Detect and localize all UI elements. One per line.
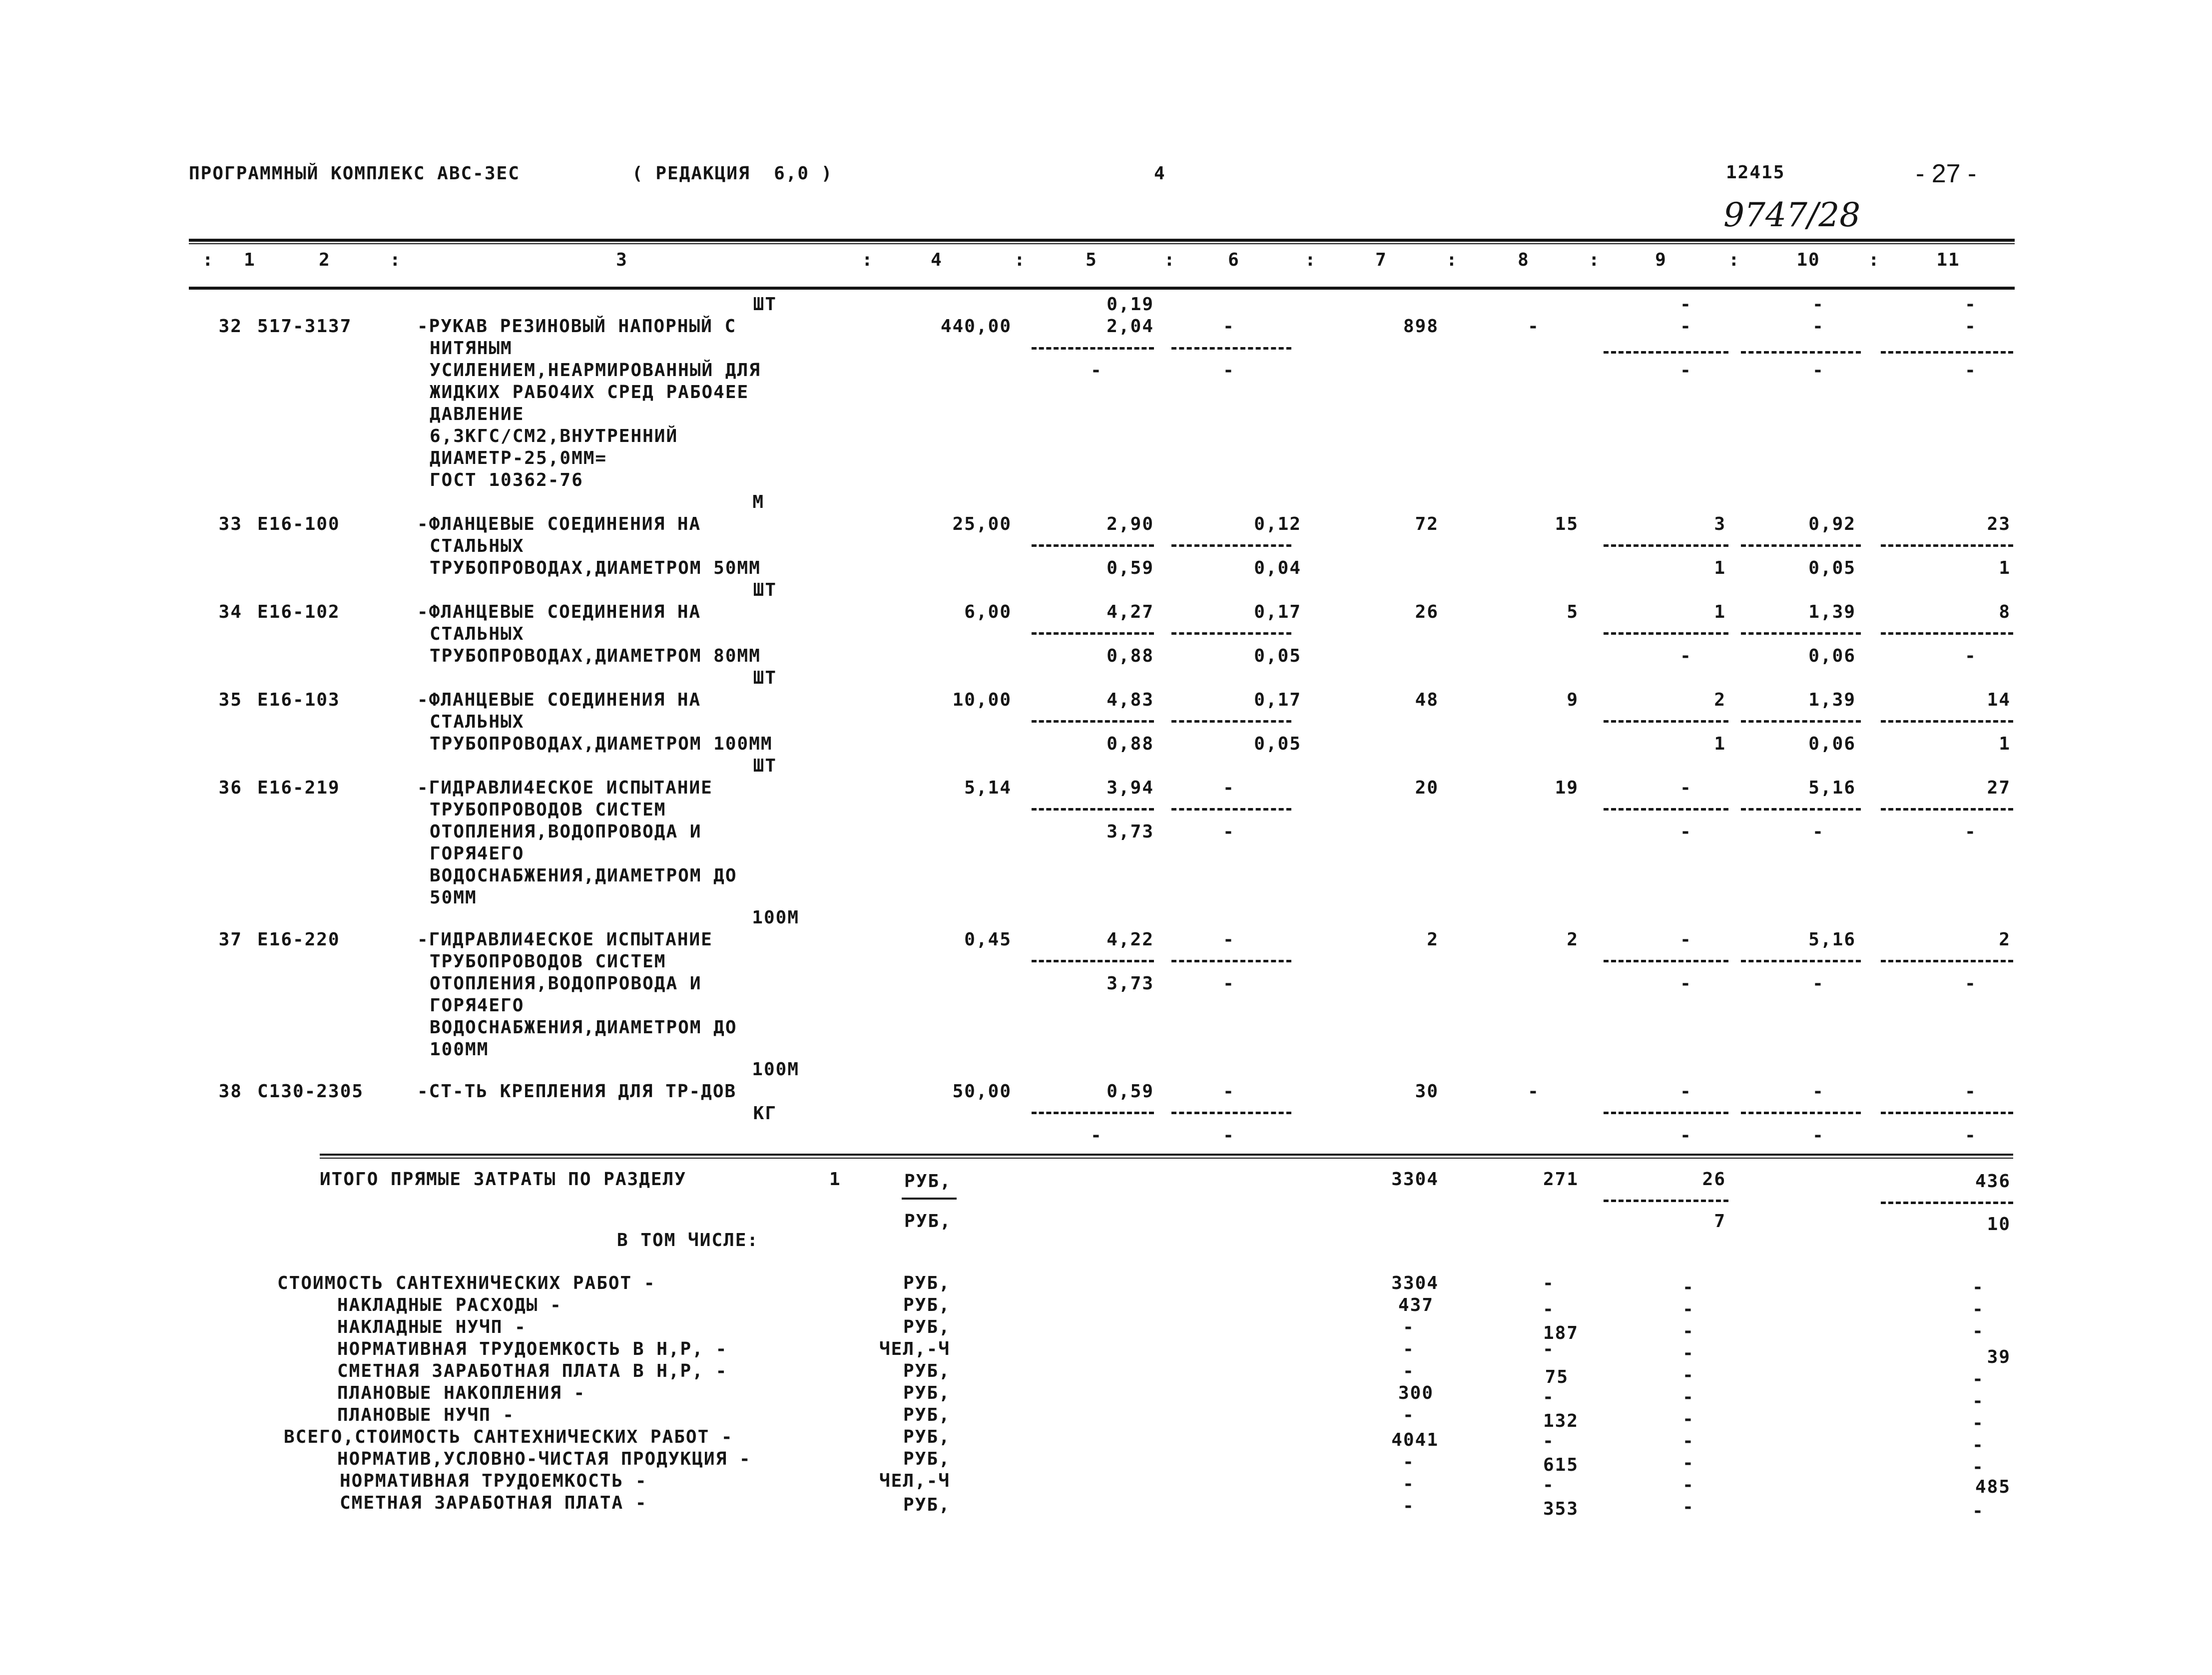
page-number: - 27 - <box>1916 159 1977 188</box>
row-35-number: 35 <box>218 690 242 710</box>
summary-c8: - <box>1543 1299 1555 1319</box>
summary-label: ПЛАНОВЫЕ НУЧП - <box>337 1405 515 1425</box>
summary-c7: 4041 <box>1391 1430 1439 1450</box>
total-unit-2: РУБ, <box>904 1211 952 1232</box>
fraction-line <box>1604 960 1728 962</box>
row-34-c11-bottom: - <box>1965 646 1977 666</box>
summary-c8: - <box>1543 1387 1555 1407</box>
row-36-desc-3: ГОРЯ4ЕГО <box>430 843 525 864</box>
fraction-line <box>1032 632 1154 635</box>
row-37-c4: 0,45 <box>964 929 1012 950</box>
row-34-c8: 5 <box>1567 602 1579 622</box>
fraction-line <box>1881 351 2013 354</box>
row-36-c4: 5,14 <box>964 778 1012 798</box>
row-37-c7: 2 <box>1427 929 1439 950</box>
row-32-code: 517-3137 <box>257 316 352 337</box>
row-35-code: Е16-103 <box>257 690 340 710</box>
row-36-code: Е16-219 <box>257 778 340 798</box>
row-34-c9-bottom: - <box>1680 646 1692 666</box>
fraction-line <box>1604 1112 1728 1114</box>
row-32-desc-4: ДАВЛЕНИЕ <box>430 404 525 424</box>
row-33-desc-2: ТРУБОПРОВОДАХ,ДИАМЕТРОМ 50ММ <box>430 558 761 578</box>
fraction-line <box>1604 720 1728 723</box>
summary-label: СТОИМОСТЬ САНТЕХНИЧЕСКИХ РАБОТ - <box>277 1273 656 1293</box>
row-37-c10-bottom: - <box>1812 973 1824 994</box>
row-37-desc-5: 100ММ <box>430 1039 489 1060</box>
row-36-c11: 27 <box>1987 778 2011 798</box>
row-37-c6: - <box>1223 929 1235 950</box>
summary-c7: - <box>1403 1405 1415 1425</box>
fraction-line <box>1604 632 1728 635</box>
row-33-unit: М <box>752 492 764 512</box>
row-34-code: Е16-102 <box>257 602 340 622</box>
row-35-c8: 9 <box>1567 690 1579 710</box>
row-33-c9-bottom: 1 <box>1714 558 1726 578</box>
summary-label: НАКЛАДНЫЕ НУЧП - <box>337 1317 527 1337</box>
row-38-number: 38 <box>218 1081 242 1102</box>
fraction-line <box>1032 720 1154 723</box>
summary-c7: - <box>1403 1339 1415 1359</box>
handwritten-number: 9747/28 <box>1723 196 1861 234</box>
section-number: 4 <box>1154 163 1166 184</box>
row-37-number: 37 <box>218 929 242 950</box>
summary-unit: РУБ, <box>903 1383 951 1403</box>
program-title: ПРОГРАММНЫЙ КОМПЛЕКС АВС-3ЕС <box>189 163 520 184</box>
row-32-number: 32 <box>218 316 242 337</box>
row-32-desc-6: ДИАМЕТР-25,0ММ= <box>430 448 607 468</box>
edition-label: ( РЕДАКЦИЯ 6,0 ) <box>632 163 833 184</box>
row-35-desc-1: СТАЛЬНЫХ <box>430 712 525 732</box>
row-35-c6-bottom: 0,05 <box>1254 734 1301 754</box>
row-32-c10-bottom: - <box>1812 360 1824 381</box>
fraction-line <box>1881 1112 2013 1114</box>
row-36-c6: - <box>1223 778 1235 798</box>
summary-c9: - <box>1682 1277 1694 1297</box>
fraction-line <box>1881 720 2013 723</box>
fraction-line <box>1032 544 1154 547</box>
row-36-c9-bottom: - <box>1680 822 1692 842</box>
row-36-unit: ШТ <box>753 756 777 776</box>
row-32-c6-bottom: - <box>1223 360 1235 381</box>
col-sep: : <box>1728 250 1740 270</box>
col-sep: : <box>862 250 874 270</box>
total-label: ИТОГО ПРЯМЫЕ ЗАТРАТЫ ПО РАЗДЕЛУ <box>320 1169 686 1190</box>
summary-c9: - <box>1682 1475 1694 1495</box>
row-33-code: Е16-100 <box>257 514 340 534</box>
row-32-desc-7: ГОСТ 10362-76 <box>430 470 583 490</box>
row-32-c8: - <box>1528 316 1540 337</box>
summary-c9: - <box>1682 1365 1694 1385</box>
row-33-c11: 23 <box>1987 514 2011 534</box>
col-header-6: 6 <box>1228 250 1240 270</box>
summary-c11: - <box>1972 1413 1984 1433</box>
summary-c9: - <box>1682 1343 1694 1363</box>
summary-c8: 75 <box>1545 1367 1569 1387</box>
row-35-desc-0: -ФЛАНЦЕВЫЕ СОЕДИНЕНИЯ НА <box>417 690 701 710</box>
row-37-desc-3: ГОРЯ4ЕГО <box>430 995 525 1016</box>
row-33-c8: 15 <box>1555 514 1579 534</box>
row-35-desc-2: ТРУБОПРОВОДАХ,ДИАМЕТРОМ 100ММ <box>430 734 773 754</box>
row-37-c9: - <box>1680 929 1692 950</box>
row-38-c5-bottom: - <box>1091 1125 1103 1146</box>
row-32-desc-1: НИТЯНЫМ <box>430 338 513 359</box>
row-35-c10-bottom: 0,06 <box>1808 734 1856 754</box>
row-37-c5: 4,22 <box>1106 929 1154 950</box>
row-36-desc-2: ОТОПЛЕНИЯ,ВОДОПРОВОДА И <box>430 822 702 842</box>
row-33-c5: 2,90 <box>1106 514 1154 534</box>
row-34-c11: 8 <box>1999 602 2011 622</box>
row-35-c5-bottom: 0,88 <box>1106 734 1154 754</box>
row-34-desc-1: СТАЛЬНЫХ <box>430 624 525 644</box>
row-33-desc-0: -ФЛАНЦЕВЫЕ СОЕДИНЕНИЯ НА <box>417 514 701 534</box>
row-37-c5-bottom: 3,73 <box>1106 973 1154 994</box>
total-unit-underline <box>902 1198 957 1200</box>
row-35-c4: 10,00 <box>952 690 1012 710</box>
row-32-unit: ШТ <box>753 294 777 315</box>
row-32-c6: - <box>1223 316 1235 337</box>
row-38-c7: 30 <box>1415 1081 1439 1102</box>
row-38-c9: - <box>1680 1081 1692 1102</box>
row-37-c9-bottom: - <box>1680 973 1692 994</box>
row-37-desc-1: ТРУБОПРОВОДОВ СИСТЕМ <box>430 951 666 972</box>
summary-c7: - <box>1403 1496 1415 1516</box>
row-32-c5-bottom: - <box>1091 360 1103 381</box>
fraction-line <box>1741 720 1861 723</box>
fraction-line <box>1741 1112 1861 1114</box>
col-header-11: 11 <box>1936 250 1960 270</box>
summary-c7: - <box>1403 1361 1415 1381</box>
row-33-c10-bottom: 0,05 <box>1808 558 1856 578</box>
col-header-10: 10 <box>1796 250 1820 270</box>
summary-c11: 485 <box>1975 1477 2011 1497</box>
summary-c11: - <box>1972 1299 1984 1319</box>
row-38-c10-bottom: - <box>1812 1125 1824 1146</box>
col-header-9: 9 <box>1655 250 1667 270</box>
summary-c9: - <box>1682 1409 1694 1429</box>
row-38-c11-bottom: - <box>1965 1125 1977 1146</box>
row-37-desc-0: -ГИДРАВЛИ4ЕСКОЕ ИСПЫТАНИЕ <box>417 929 713 950</box>
summary-c7: 437 <box>1398 1295 1434 1315</box>
row-37-unit: 100М <box>752 907 799 928</box>
summary-c7: - <box>1403 1474 1415 1494</box>
summary-c8: - <box>1543 1273 1555 1293</box>
row-32-c9-dash: - <box>1680 316 1692 337</box>
row-36-desc-0: -ГИДРАВЛИ4ЕСКОЕ ИСПЫТАНИЕ <box>417 778 713 798</box>
fraction-line <box>1881 808 2013 811</box>
total-c9: 26 <box>1702 1169 1726 1190</box>
row-33-number: 33 <box>218 514 242 534</box>
summary-label: СМЕТНАЯ ЗАРАБОТНАЯ ПЛАТА - <box>340 1493 647 1513</box>
fraction-line <box>1881 632 2013 635</box>
summary-unit: РУБ, <box>903 1427 951 1447</box>
row-33-c9: 3 <box>1714 514 1726 534</box>
row-34-desc-2: ТРУБОПРОВОДАХ,ДИАМЕТРОМ 80ММ <box>430 646 761 666</box>
row-36-c7: 20 <box>1415 778 1439 798</box>
row-36-desc-1: ТРУБОПРОВОДОВ СИСТЕМ <box>430 800 666 820</box>
row-32-c9-bottom: - <box>1680 360 1692 381</box>
fraction-line <box>1881 1202 2013 1204</box>
summary-c11: 39 <box>1987 1347 2011 1367</box>
row-38-c8: - <box>1528 1081 1540 1102</box>
row-34-c7: 26 <box>1415 602 1439 622</box>
row-38-c5: 0,59 <box>1106 1081 1154 1102</box>
row-35-c11-bottom: 1 <box>1999 734 2011 754</box>
summary-c9: - <box>1682 1431 1694 1451</box>
fraction-line <box>1171 544 1291 547</box>
fraction-line <box>1032 960 1154 962</box>
summary-label: НОРМАТИВНАЯ ТРУДОЕМКОСТЬ - <box>340 1471 647 1491</box>
summary-c9: - <box>1682 1497 1694 1517</box>
fraction-line <box>1741 632 1861 635</box>
summary-c9: - <box>1682 1299 1694 1319</box>
row-35-unit: ШТ <box>753 668 777 688</box>
top-rule <box>189 239 2015 242</box>
including-label: В ТОМ ЧИСЛЕ: <box>617 1230 759 1251</box>
col-sep: : <box>1868 250 1880 270</box>
row-38-code: С130-2305 <box>257 1081 364 1102</box>
fraction-line <box>1881 960 2013 962</box>
summary-unit: РУБ, <box>903 1361 951 1381</box>
summary-c9: - <box>1682 1453 1694 1473</box>
fraction-line <box>1604 351 1728 354</box>
row-32-desc-3: ЖИДКИХ РАБО4ИХ СРЕД РАБО4ЕЕ <box>430 382 749 403</box>
row-33-c10: 0,92 <box>1808 514 1856 534</box>
row-35-c11: 14 <box>1987 690 2011 710</box>
summary-c7: - <box>1403 1452 1415 1472</box>
row-32-desc-2: УСИЛЕНИЕМ,НЕАРМИРОВАННЫЙ ДЛЯ <box>430 360 761 381</box>
total-c11-bottom: 10 <box>1987 1214 2011 1235</box>
total-c7: 3304 <box>1391 1169 1439 1190</box>
fraction-line <box>1171 808 1291 811</box>
total-c9-bottom: 7 <box>1714 1211 1726 1232</box>
row-32-c11-bottom: - <box>1965 360 1977 381</box>
summary-label: НАКЛАДНЫЕ РАСХОДЫ - <box>337 1295 562 1315</box>
total-rule-thin <box>320 1158 2013 1159</box>
summary-unit: ЧЕЛ,-Ч <box>879 1339 951 1359</box>
document-code: 12415 <box>1726 162 1785 183</box>
row-37-c6-bottom: - <box>1223 973 1235 994</box>
fraction-line <box>1032 808 1154 811</box>
summary-unit: РУБ, <box>903 1273 951 1293</box>
row-35-c6: 0,17 <box>1254 690 1301 710</box>
total-rule <box>320 1154 2013 1156</box>
summary-c8: 615 <box>1543 1455 1579 1475</box>
summary-c11: - <box>1972 1435 1984 1455</box>
fraction-line <box>1032 347 1154 350</box>
summary-unit: РУБ, <box>903 1295 951 1315</box>
summary-c7: - <box>1403 1317 1415 1337</box>
col-header-1: 1 <box>244 250 256 270</box>
total-section-number: 1 <box>829 1169 841 1190</box>
row-33-desc-1: СТАЛЬНЫХ <box>430 536 525 556</box>
summary-c8: - <box>1543 1339 1555 1359</box>
header-bottom-rule <box>189 287 2015 290</box>
row-38-c6-bottom: - <box>1223 1125 1235 1146</box>
summary-c11: - <box>1972 1501 1984 1521</box>
summary-c8: - <box>1543 1431 1555 1451</box>
summary-unit: ЧЕЛ,-Ч <box>879 1471 951 1491</box>
col-sep: : <box>390 250 402 270</box>
summary-c11: - <box>1972 1277 1984 1297</box>
summary-c9: - <box>1682 1387 1694 1407</box>
row-32-c11-dash: - <box>1965 316 1977 337</box>
col-sep: : <box>1164 250 1176 270</box>
row-36-c11-bottom: - <box>1965 822 1977 842</box>
col-header-3: 3 <box>616 250 628 270</box>
fraction-line <box>1171 720 1291 723</box>
col-sep: : <box>202 250 214 270</box>
fraction-line <box>1741 544 1861 547</box>
summary-unit: РУБ, <box>903 1317 951 1337</box>
row-37-c11-bottom: - <box>1965 973 1977 994</box>
row-33-c7: 72 <box>1415 514 1439 534</box>
summary-c7: 3304 <box>1391 1273 1439 1293</box>
summary-label: СМЕТНАЯ ЗАРАБОТНАЯ ПЛАТА В Н,Р, - <box>337 1361 728 1381</box>
row-38-desc-0: -СТ-ТЬ КРЕПЛЕНИЯ ДЛЯ ТР-ДОВ <box>417 1081 737 1102</box>
top-rule-thin <box>189 243 2015 244</box>
row-36-c10-bottom: - <box>1812 822 1824 842</box>
fraction-line <box>1741 351 1861 354</box>
summary-c7: 300 <box>1398 1383 1434 1403</box>
row-32-c5-top: 0,19 <box>1106 294 1154 315</box>
row-33-c6-bottom: 0,04 <box>1254 558 1301 578</box>
fraction-line <box>1171 347 1291 350</box>
col-sep: : <box>1446 250 1458 270</box>
row-34-number: 34 <box>218 602 242 622</box>
row-32-c9: - <box>1680 294 1692 315</box>
row-33-c11-bottom: 1 <box>1999 558 2011 578</box>
fraction-line <box>1032 1112 1154 1114</box>
summary-label: ПЛАНОВЫЕ НАКОПЛЕНИЯ - <box>337 1383 586 1403</box>
row-34-c5: 4,27 <box>1106 602 1154 622</box>
row-32-c5: 2,04 <box>1106 316 1154 337</box>
row-32-c7: 898 <box>1403 316 1439 337</box>
row-37-c8: 2 <box>1567 929 1579 950</box>
row-34-unit: ШТ <box>753 580 777 600</box>
row-32-c10-dash: - <box>1812 316 1824 337</box>
summary-unit: РУБ, <box>903 1495 951 1515</box>
row-38-c4: 50,00 <box>952 1081 1012 1102</box>
row-38-unit: 100М <box>752 1059 799 1080</box>
row-32-c10: - <box>1812 294 1824 315</box>
fraction-line <box>1171 1112 1291 1114</box>
summary-unit: РУБ, <box>903 1405 951 1425</box>
row-38-c9-bottom: - <box>1680 1125 1692 1146</box>
col-header-7: 7 <box>1375 250 1387 270</box>
summary-c11: - <box>1972 1457 1984 1477</box>
row-32-desc-0: -РУКАВ РЕЗИНОВЫЙ НАПОРНЫЙ С <box>417 316 737 337</box>
row-33-c6: 0,12 <box>1254 514 1301 534</box>
row-36-c5-bottom: 3,73 <box>1106 822 1154 842</box>
summary-c8: 353 <box>1543 1499 1579 1519</box>
row-38-unit-below: КГ <box>753 1103 777 1124</box>
total-unit: РУБ, <box>904 1171 952 1192</box>
col-sep: : <box>1305 250 1317 270</box>
col-header-5: 5 <box>1086 250 1098 270</box>
row-38-c11: - <box>1965 1081 1977 1102</box>
row-36-c5: 3,94 <box>1106 778 1154 798</box>
row-38-c10: - <box>1812 1081 1824 1102</box>
row-34-c10-bottom: 0,06 <box>1808 646 1856 666</box>
fraction-line <box>1171 632 1291 635</box>
row-34-c4: 6,00 <box>964 602 1012 622</box>
row-37-code: Е16-220 <box>257 929 340 950</box>
summary-label: НОРМАТИВ,УСЛОВНО-ЧИСТАЯ ПРОДУКЦИЯ - <box>337 1449 751 1469</box>
row-34-c5-bottom: 0,88 <box>1106 646 1154 666</box>
row-32-c11: - <box>1965 294 1977 315</box>
row-35-c9: 2 <box>1714 690 1726 710</box>
row-36-c6-bottom: - <box>1223 822 1235 842</box>
row-38-c6: - <box>1223 1081 1235 1102</box>
summary-c11: - <box>1972 1321 1984 1341</box>
row-35-c7: 48 <box>1415 690 1439 710</box>
fraction-line <box>1741 808 1861 811</box>
summary-c8: 187 <box>1543 1323 1579 1343</box>
row-36-c8: 19 <box>1555 778 1579 798</box>
row-35-c10: 1,39 <box>1808 690 1856 710</box>
fraction-line <box>1604 1200 1728 1202</box>
row-34-c6-bottom: 0,05 <box>1254 646 1301 666</box>
row-35-c9-bottom: 1 <box>1714 734 1726 754</box>
summary-unit: РУБ, <box>903 1449 951 1469</box>
summary-label: ВСЕГО,СТОИМОСТЬ САНТЕХНИЧЕСКИХ РАБОТ - <box>284 1427 733 1447</box>
row-34-c6: 0,17 <box>1254 602 1301 622</box>
total-c8: 271 <box>1543 1169 1579 1190</box>
col-header-2: 2 <box>319 250 331 270</box>
summary-label: НОРМАТИВНАЯ ТРУДОЕМКОСТЬ В Н,Р, - <box>337 1339 728 1359</box>
fraction-line <box>1741 960 1861 962</box>
row-34-c10: 1,39 <box>1808 602 1856 622</box>
row-33-c4: 25,00 <box>952 514 1012 534</box>
fraction-line <box>1604 544 1728 547</box>
col-sep: : <box>1589 250 1601 270</box>
summary-c8: - <box>1543 1475 1555 1495</box>
col-header-8: 8 <box>1518 250 1530 270</box>
row-36-c9: - <box>1680 778 1692 798</box>
row-36-number: 36 <box>218 778 242 798</box>
row-36-c10: 5,16 <box>1808 778 1856 798</box>
fraction-line <box>1604 808 1728 811</box>
col-header-4: 4 <box>931 250 943 270</box>
row-37-desc-2: ОТОПЛЕНИЯ,ВОДОПРОВОДА И <box>430 973 702 994</box>
fraction-line <box>1881 544 2013 547</box>
row-37-desc-4: ВОДОСНАБЖЕНИЯ,ДИАМЕТРОМ ДО <box>430 1017 737 1038</box>
row-35-c5: 4,83 <box>1106 690 1154 710</box>
summary-c9: - <box>1682 1321 1694 1341</box>
row-33-c5-bottom: 0,59 <box>1106 558 1154 578</box>
row-36-desc-4: ВОДОСНАБЖЕНИЯ,ДИАМЕТРОМ ДО <box>430 865 737 886</box>
summary-c11: - <box>1972 1391 1984 1411</box>
summary-c8: 132 <box>1543 1411 1579 1431</box>
col-sep: : <box>1014 250 1026 270</box>
fraction-line <box>1171 960 1291 962</box>
row-32-c4: 440,00 <box>940 316 1012 337</box>
row-37-c11: 2 <box>1999 929 2011 950</box>
row-34-desc-0: -ФЛАНЦЕВЫЕ СОЕДИНЕНИЯ НА <box>417 602 701 622</box>
total-c11: 436 <box>1975 1171 2011 1192</box>
row-32-desc-5: 6,3КГС/СМ2,ВНУТРЕННИЙ <box>430 426 678 446</box>
row-37-c10: 5,16 <box>1808 929 1856 950</box>
row-36-desc-5: 50ММ <box>430 887 477 908</box>
row-34-c9: 1 <box>1714 602 1726 622</box>
summary-c11: - <box>1972 1369 1984 1389</box>
